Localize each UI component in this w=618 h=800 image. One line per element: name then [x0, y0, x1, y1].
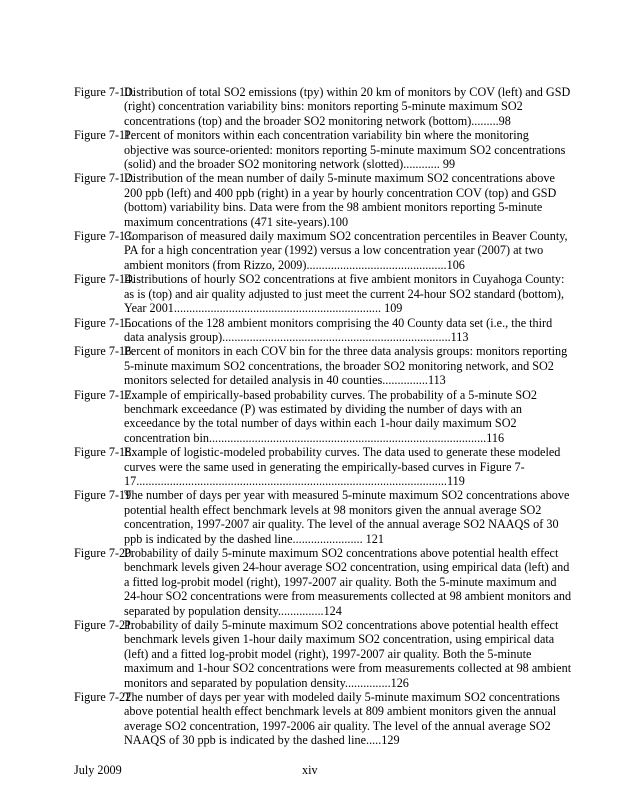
figure-caption: Locations of the 128 ambient monitors comprising the 40 County data set (i.e., the third data analysis group)...........................................................................113 [124, 315, 553, 344]
figure-label: Figure 7-13. [74, 229, 135, 244]
figure-label: Figure 7-16. [74, 344, 135, 359]
toc-entry [74, 546, 574, 618]
figure-caption: Percent of monitors in each COV bin for the three data analysis groups: monitors reporting 5-minute maximum SO2 concentrations, the broader SO2 monitoring network, and SO2 monitors selected for detailed analysis in 40 counties...............113 [124, 344, 568, 388]
toc-entry [74, 445, 574, 488]
figure-label: Figure 7-14. [74, 272, 135, 287]
page-number: xiv [302, 763, 318, 777]
footer-date: July 2009 [74, 763, 122, 777]
figure-label: Figure 7-19. [74, 488, 135, 503]
figure-label: Figure 7-15. [74, 315, 135, 330]
figure-caption: Distribution of total SO2 emissions (tpy) within 20 km of monitors by COV (left) and GSD (right) concentration variability bins: monitors reporting 5-minute maximum SO2 concentrations (top) and the broader SO2 monitoring network (bottom).........98 [124, 85, 571, 128]
figure-caption: Percent of monitors within each concentration variability bin where the monitoring objective was source-oriented: monitors reporting 5-minute maximum SO2 concentrations (solid) and the broader SO2 monitoring network (slotted)............ 99 [124, 128, 566, 172]
toc-entry [74, 344, 574, 387]
toc-entry [74, 388, 574, 446]
figure-caption: Probability of daily 5-minute maximum SO2 concentrations above potential health effect benchmark levels given 24-hour average SO2 concentration, using empirical data (left) and a fitted log-probit model (right), 1997-2007 air quality. Both the 5-minute maximum and 24-hour SO2 concentrations were from measurements collected at 98 ambient monitors and separated by population density...............124 [124, 546, 572, 618]
figure-label: Figure 7-12. [74, 171, 135, 186]
figure-caption: Example of logistic-modeled probability curves. The data used to generate these modeled curves were the same used in generating the empirically-based curves in Figure 7-17......................................................................................................119 [124, 445, 561, 488]
list-of-figures [74, 85, 574, 748]
figure-label: Figure 7-17. [74, 387, 135, 402]
toc-entry [74, 229, 574, 272]
toc-entry [74, 85, 574, 128]
figure-caption: The number of days per year with modeled daily 5-minute maximum SO2 concentrations above potential health effect benchmark levels at 809 ambient monitors given the annual average SO2 concentration, 1997-2006 air quality. The level of the annual average SO2 NAAQS of 30 ppb is indicated by the dashed line.....129 [124, 690, 560, 748]
toc-entry [74, 128, 574, 171]
figure-caption: Distribution of the mean number of daily 5-minute maximum SO2 concentrations above 200 ppb (left) and 400 ppb (right) in a year by hourly concentration COV (top) and GSD (bottom) variability bins. Data were from the 98 ambient monitors reporting 5-minute maximum concentrations (471 site-years).100 [124, 171, 557, 229]
toc-entry [74, 690, 574, 748]
toc-entry [74, 618, 574, 690]
figure-caption: The number of days per year with measured 5-minute maximum SO2 concentrations above potential health effect benchmark levels at 98 monitors given the annual average SO2 concentration, 1997-2007 air quality. The level of the annual average SO2 NAAQS of 30 ppb is indicated by the dashed line....................... 121 [124, 488, 570, 546]
toc-entry [74, 171, 574, 229]
figure-label: Figure 7-10. [74, 85, 135, 99]
figure-caption: Probability of daily 5-minute maximum SO2 concentrations above potential health effect benchmark levels given 1-hour daily maximum SO2 concentration, using empirical data (left) and a fitted log-probit model (right), 1997-2007 air quality. Both the 5-minute maximum and 1-hour SO2 concentrations were from measurements collected at 98 ambient monitors and separated by population density...............126 [124, 618, 572, 690]
figure-label: Figure 7-11. [74, 128, 134, 143]
figure-label: Figure 7-21. [74, 618, 135, 633]
figure-caption: Distributions of hourly SO2 concentrations at five ambient monitors in Cuyahoga County: as is (top) and air quality adjusted to just meet the current 24-hour SO2 standard (bottom), Year 2001.................................................................... 109 [124, 272, 565, 316]
figure-label: Figure 7-18. [74, 445, 135, 460]
toc-entry [74, 488, 574, 546]
figure-caption: Comparison of measured daily maximum SO2 concentration percentiles in Beaver County, PA for a high concentration year (1992) versus a low concentration year (2007) at two ambient monitors (from Rizzo, 2009)..............................................106 [124, 229, 568, 272]
figure-label: Figure 7-22. [74, 690, 135, 705]
toc-entry [74, 316, 574, 345]
toc-entry [74, 272, 574, 315]
figure-caption: Example of empirically-based probability curves. The probability of a 5-minute SO2 benchmark exceedance (P) was estimated by dividing the number of days with an exceedance by the total number of days within each 1-hour daily maximum SO2 concentration bin...........................................................................................116 [124, 387, 538, 445]
figure-label: Figure 7-20. [74, 546, 135, 560]
